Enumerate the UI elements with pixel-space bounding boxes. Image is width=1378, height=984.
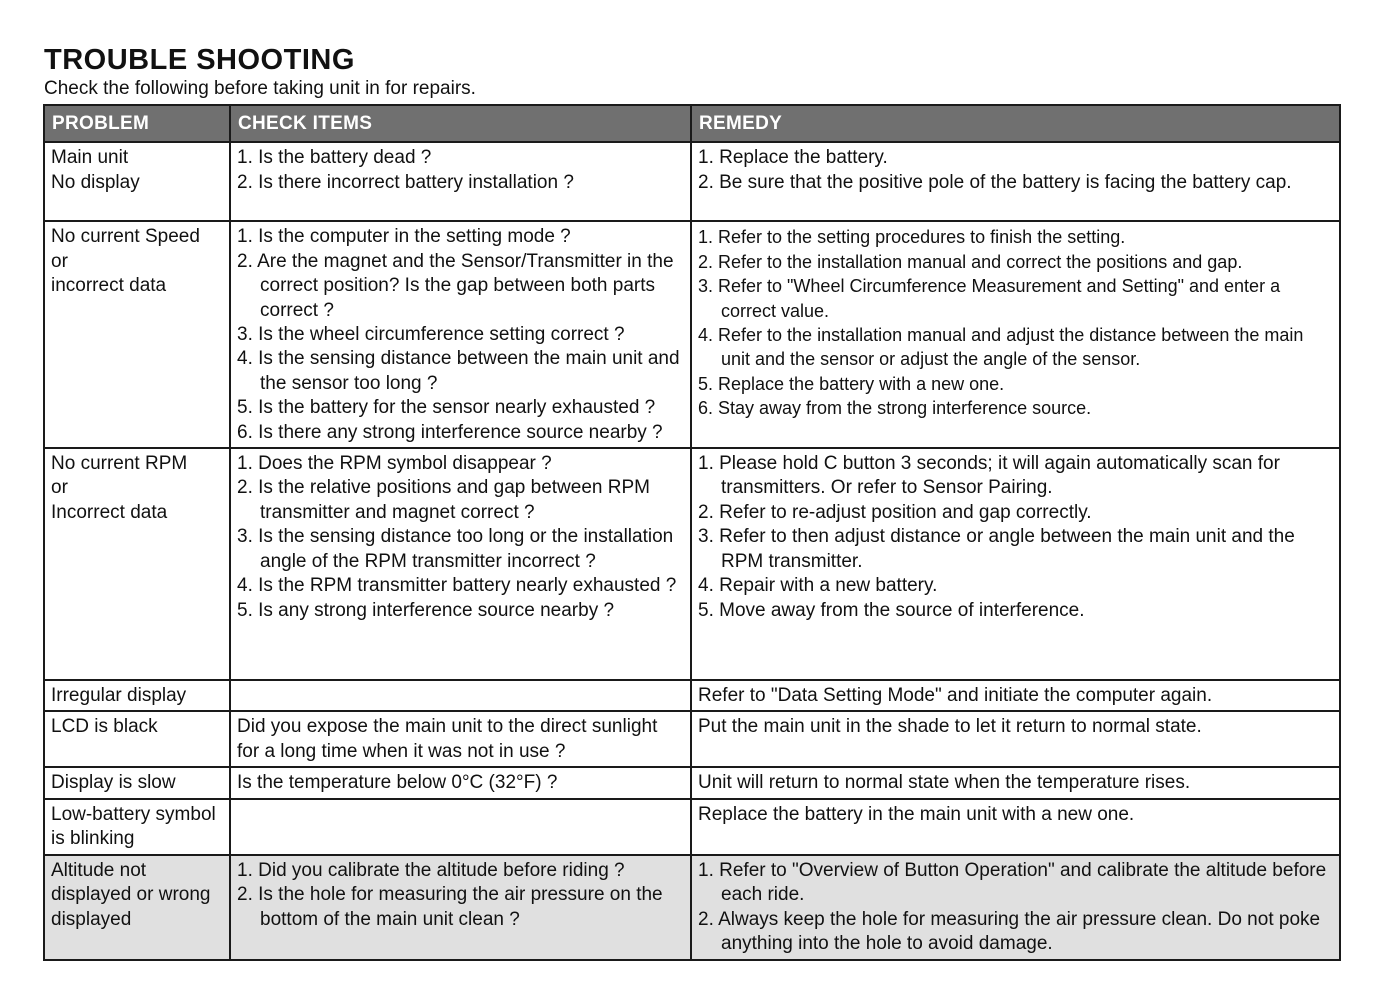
header-problem: PROBLEM xyxy=(44,105,230,142)
problem-text: Incorrect data xyxy=(51,501,168,523)
table-row xyxy=(44,142,1340,221)
check-item: 1. Does the RPM symbol disappear ? xyxy=(237,453,552,475)
problem-cell xyxy=(44,767,230,798)
check-items-cell xyxy=(230,855,691,960)
remedy-item: 6. Stay away from the strong interference source. xyxy=(698,398,1092,419)
check-item: 2. Is the hole for measuring the air pressure on the bottom of the main unit clean ? xyxy=(237,884,663,930)
problem-cell xyxy=(44,855,230,960)
table-row xyxy=(44,767,1340,798)
check-item: 3. Is the sensing distance too long or the installation angle of the RPM transmitter incorrect ? xyxy=(237,526,674,572)
problem-text: displayed or wrong xyxy=(51,884,211,906)
remedy-cell xyxy=(691,142,1340,221)
check-item: 5. Is the battery for the sensor nearly exhausted ? xyxy=(237,397,656,419)
problem-text: incorrect data xyxy=(51,275,167,297)
problem-text: No current RPM xyxy=(51,453,188,475)
check-items-cell xyxy=(230,221,691,448)
check-item: 1. Did you calibrate the altitude before riding ? xyxy=(237,859,625,881)
remedy-cell xyxy=(691,711,1340,767)
table-row xyxy=(44,711,1340,767)
remedy-item: 2. Be sure that the positive pole of the battery is facing the battery cap. xyxy=(698,171,1292,193)
check-item: Did you expose the main unit to the direct sunlight for a long time when it was not in use ? xyxy=(237,716,658,762)
check-item: 2. Is the relative positions and gap between RPM transmitter and magnet correct ? xyxy=(237,477,650,523)
table-row xyxy=(44,221,1340,448)
problem-text: No current Speed xyxy=(51,226,200,248)
remedy-cell xyxy=(691,680,1340,711)
check-item: 1. Is the computer in the setting mode ? xyxy=(237,226,571,248)
remedy-item: 3. Refer to then adjust distance or angle between the main unit and the RPM transmitter. xyxy=(698,526,1295,572)
remedy-item: 4. Repair with a new battery. xyxy=(698,575,938,597)
check-items-cell xyxy=(230,448,691,680)
check-item: 2. Is there incorrect battery installation ? xyxy=(237,171,574,193)
remedy-item: 2. Always keep the hole for measuring the air pressure clean. Do not poke anything into the hole to avoid damage. xyxy=(698,908,1321,954)
remedy-item: 3. Refer to "Wheel Circumference Measurement and Setting" and enter a correct value. xyxy=(698,276,1281,321)
page-subtitle: Check the following before taking unit in for repairs. xyxy=(44,78,476,99)
problem-cell xyxy=(44,799,230,855)
check-item: 1. Is the battery dead ? xyxy=(237,147,432,169)
remedy-cell xyxy=(691,448,1340,680)
problem-text: or xyxy=(51,477,68,499)
check-items-cell xyxy=(230,767,691,798)
table-header-row xyxy=(44,105,1340,142)
remedy-item: Unit will return to normal state when the temperature rises. xyxy=(698,772,1191,794)
remedy-item: 2. Refer to the installation manual and correct the positions and gap. xyxy=(698,251,1243,272)
problem-cell xyxy=(44,221,230,448)
check-items-cell xyxy=(230,142,691,221)
remedy-item: Replace the battery in the main unit with a new one. xyxy=(698,803,1135,825)
remedy-cell xyxy=(691,855,1340,960)
header-remedy: REMEDY xyxy=(691,105,1340,142)
remedy-item: 5. Replace the battery with a new one. xyxy=(698,373,1005,394)
check-item: 4. Is the sensing distance between the main unit and the sensor too long ? xyxy=(237,348,680,394)
problem-text: Irregular display xyxy=(51,685,187,707)
remedy-cell xyxy=(691,221,1340,448)
check-items-cell xyxy=(230,799,691,855)
check-item: 6. Is there any strong interference source nearby ? xyxy=(237,421,663,443)
problem-text: LCD is black xyxy=(51,716,158,738)
remedy-cell xyxy=(691,799,1340,855)
remedy-item: 1. Replace the battery. xyxy=(698,147,888,169)
check-items-cell xyxy=(230,680,691,711)
problem-text: Altitude not xyxy=(51,859,147,881)
header-check-items: CHECK ITEMS xyxy=(230,105,691,142)
problem-text: or xyxy=(51,250,68,272)
problem-cell xyxy=(44,711,230,767)
problem-text: displayed xyxy=(51,908,132,930)
table-row xyxy=(44,799,1340,855)
check-items-cell xyxy=(230,711,691,767)
problem-text: Display is slow xyxy=(51,772,176,794)
remedy-item: 1. Refer to the setting procedures to finish the setting. xyxy=(698,227,1126,248)
remedy-item: 2. Refer to re-adjust position and gap correctly. xyxy=(698,501,1092,523)
remedy-item: 4. Refer to the installation manual and adjust the distance between the main unit and the sensor or adjust the angle of the sensor. xyxy=(698,325,1304,370)
problem-text: Main unit xyxy=(51,147,129,169)
problem-cell xyxy=(44,448,230,680)
check-item: Is the temperature below 0°C (32°F) ? xyxy=(237,772,558,794)
table-row xyxy=(44,855,1340,960)
remedy-item: 1. Please hold C button 3 seconds; it will again automatically scan for transmitters. Or refer to Sensor Pairing. xyxy=(698,453,1280,499)
problem-cell xyxy=(44,680,230,711)
problem-text: is blinking xyxy=(51,828,135,850)
check-item: 4. Is the RPM transmitter battery nearly exhausted ? xyxy=(237,575,677,597)
check-item: 2. Are the magnet and the Sensor/Transmitter in the correct position? Is the gap between both parts correct ? xyxy=(237,250,674,321)
table-row xyxy=(44,680,1340,711)
problem-text: No display xyxy=(51,171,140,193)
remedy-item: Refer to "Data Setting Mode" and initiate the computer again. xyxy=(698,685,1213,707)
problem-cell xyxy=(44,142,230,221)
remedy-item: 1. Refer to "Overview of Button Operation" and calibrate the altitude before each ride. xyxy=(698,859,1327,906)
check-item: 5. Is any strong interference source nearby ? xyxy=(237,599,615,621)
problem-text: Low-battery symbol xyxy=(51,803,216,825)
table-row xyxy=(44,448,1340,680)
check-item: 3. Is the wheel circumference setting correct ? xyxy=(237,324,625,346)
troubleshooting-table xyxy=(43,104,1341,961)
page-title: TROUBLE SHOOTING xyxy=(44,44,355,76)
remedy-item: 5. Move away from the source of interference. xyxy=(698,599,1085,621)
remedy-cell xyxy=(691,767,1340,798)
remedy-item: Put the main unit in the shade to let it return to normal state. xyxy=(698,716,1202,738)
